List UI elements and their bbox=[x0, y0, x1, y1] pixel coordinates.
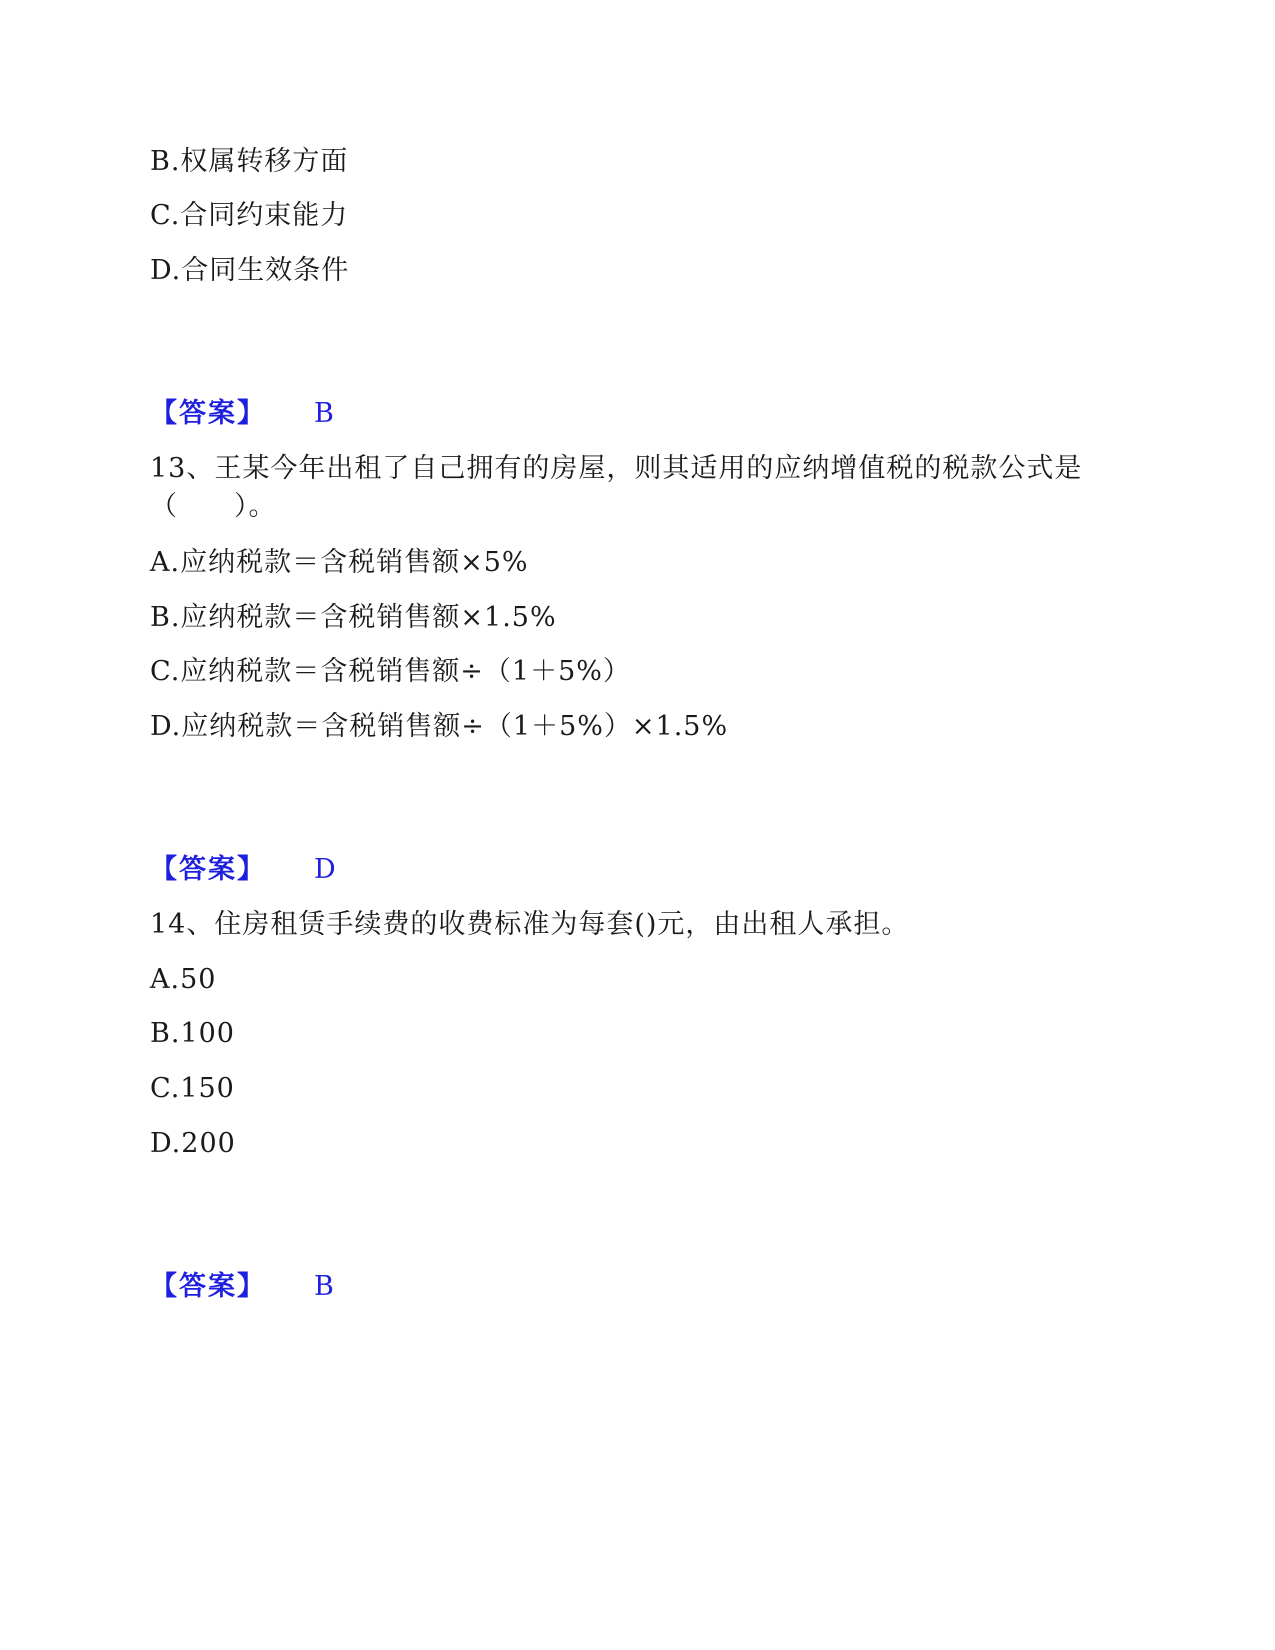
q14-option-c: C.150 bbox=[150, 1073, 235, 1104]
q13-answer bbox=[150, 853, 336, 887]
q13-option-d: D.应纳税款＝含税销售额÷（1＋5%）×1.5% bbox=[150, 711, 729, 742]
answer-label: 【答案】 bbox=[150, 398, 266, 429]
q14-option-d: D.200 bbox=[150, 1128, 236, 1159]
q13-option-a: A.应纳税款＝含税销售额×5% bbox=[150, 547, 529, 578]
answer-value: D bbox=[314, 854, 336, 885]
q13-stem-line2: （ ）。 bbox=[150, 491, 277, 522]
q13-stem-line1: 13、王某今年出租了自己拥有的房屋，则其适用的应纳增值税的税款公式是 bbox=[150, 453, 1083, 484]
answer-label: 【答案】 bbox=[150, 1271, 266, 1302]
prev-option-d: D.合同生效条件 bbox=[150, 255, 350, 286]
answer-value: B bbox=[314, 1271, 334, 1302]
q13-option-c: C.应纳税款＝含税销售额÷（1＋5%） bbox=[150, 656, 631, 687]
answer-value: B bbox=[314, 398, 334, 429]
q14-option-a: A.50 bbox=[150, 964, 217, 995]
prev-option-b: B.权属转移方面 bbox=[150, 146, 349, 177]
prev-answer bbox=[150, 397, 334, 431]
q14-stem: 14、住房租赁手续费的收费标准为每套()元，由出租人承担。 bbox=[150, 909, 910, 940]
q14-option-b: B.100 bbox=[150, 1018, 235, 1049]
q14-answer bbox=[150, 1270, 334, 1304]
prev-option-c: C.合同约束能力 bbox=[150, 200, 349, 231]
answer-label: 【答案】 bbox=[150, 854, 266, 885]
q13-option-b: B.应纳税款＝含税销售额×1.5% bbox=[150, 602, 557, 633]
